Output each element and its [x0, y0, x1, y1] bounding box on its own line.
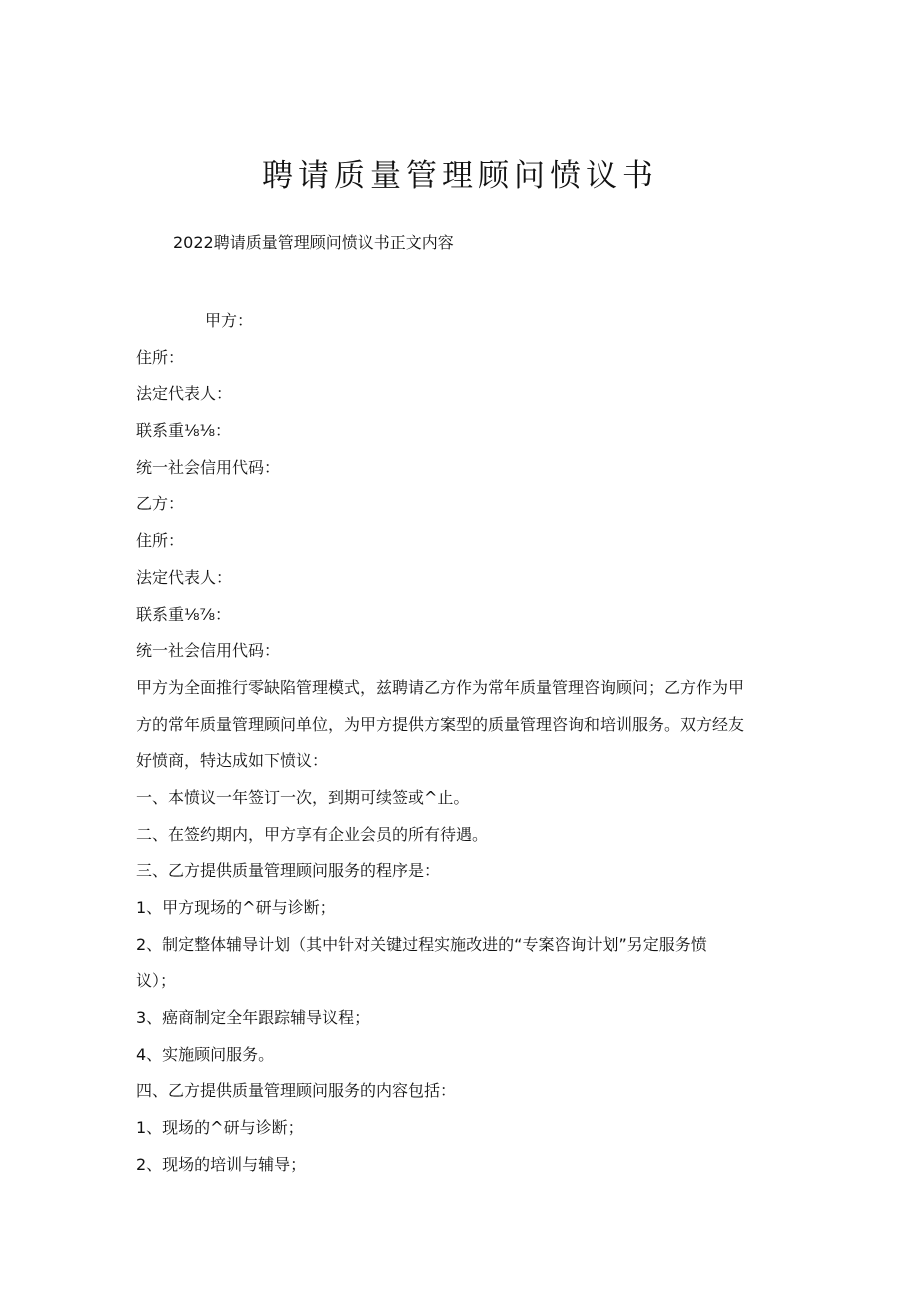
party-a-representative: 法定代表人： [136, 384, 233, 404]
party-b-contact: 联系重⅛⅞： [136, 604, 232, 624]
clause-4: 四、乙方提供质量管理顾问服务的内容包括： [136, 1081, 457, 1101]
document-body [136, 303, 786, 1184]
party-b-representative: 法定代表人： [136, 567, 233, 587]
clause-4-item: 1、现场的^研与诊断； [136, 1118, 304, 1138]
preamble-line: 方的常年质量管理顾问单位，为甲方提供方案型的质量管理咨询和培训服务。双方经友 [136, 714, 745, 734]
clause-4-item: 2、现场的培训与辅导； [136, 1154, 307, 1174]
party-a-credit-code: 统一社会信用代码： [136, 457, 281, 477]
party-a-address: 住所： [136, 347, 185, 367]
document-subtitle: 2022聘请质量管理顾问愤议书正文内容 [173, 233, 454, 252]
clause-3-item: 1、甲方现场的^研与诊断； [136, 898, 336, 917]
clause-1: 一、本愤议一年签订一次，到期可续签或^止。 [136, 787, 470, 807]
party-b-label: 乙方： [136, 494, 185, 514]
document-title: 聘请质量管理顾问愤议书 [262, 158, 658, 194]
preamble-line: 甲方为全面推行零缺陷管理模式，兹聘请乙方作为常年质量管理咨询顾问；乙方作为甲 [136, 677, 745, 697]
clause-3-item: 3、癌商制定全年跟踪辅导议程； [136, 1008, 371, 1028]
clause-3-item: 4、实施顾问服务。 [136, 1044, 275, 1064]
clause-2: 二、在签约期内，甲方享有企业会员的所有待遇。 [136, 824, 489, 844]
clause-3: 三、乙方提供质量管理顾问服务的程序是： [136, 861, 441, 881]
party-b-address: 住所： [136, 531, 185, 551]
party-a-contact: 联系重⅛⅛： [136, 421, 232, 441]
party-a-label: 甲方： [205, 311, 254, 330]
party-b-credit-code: 统一社会信用代码： [136, 641, 281, 661]
clause-3-item: 议）； [136, 971, 177, 991]
clause-3-item: 2、制定整体辅导计划（其中针对关键过程实施改进的“专案咨询计划”另定服务愤 [136, 934, 707, 954]
preamble-line: 好愤商，特达成如下愤议： [136, 751, 329, 771]
